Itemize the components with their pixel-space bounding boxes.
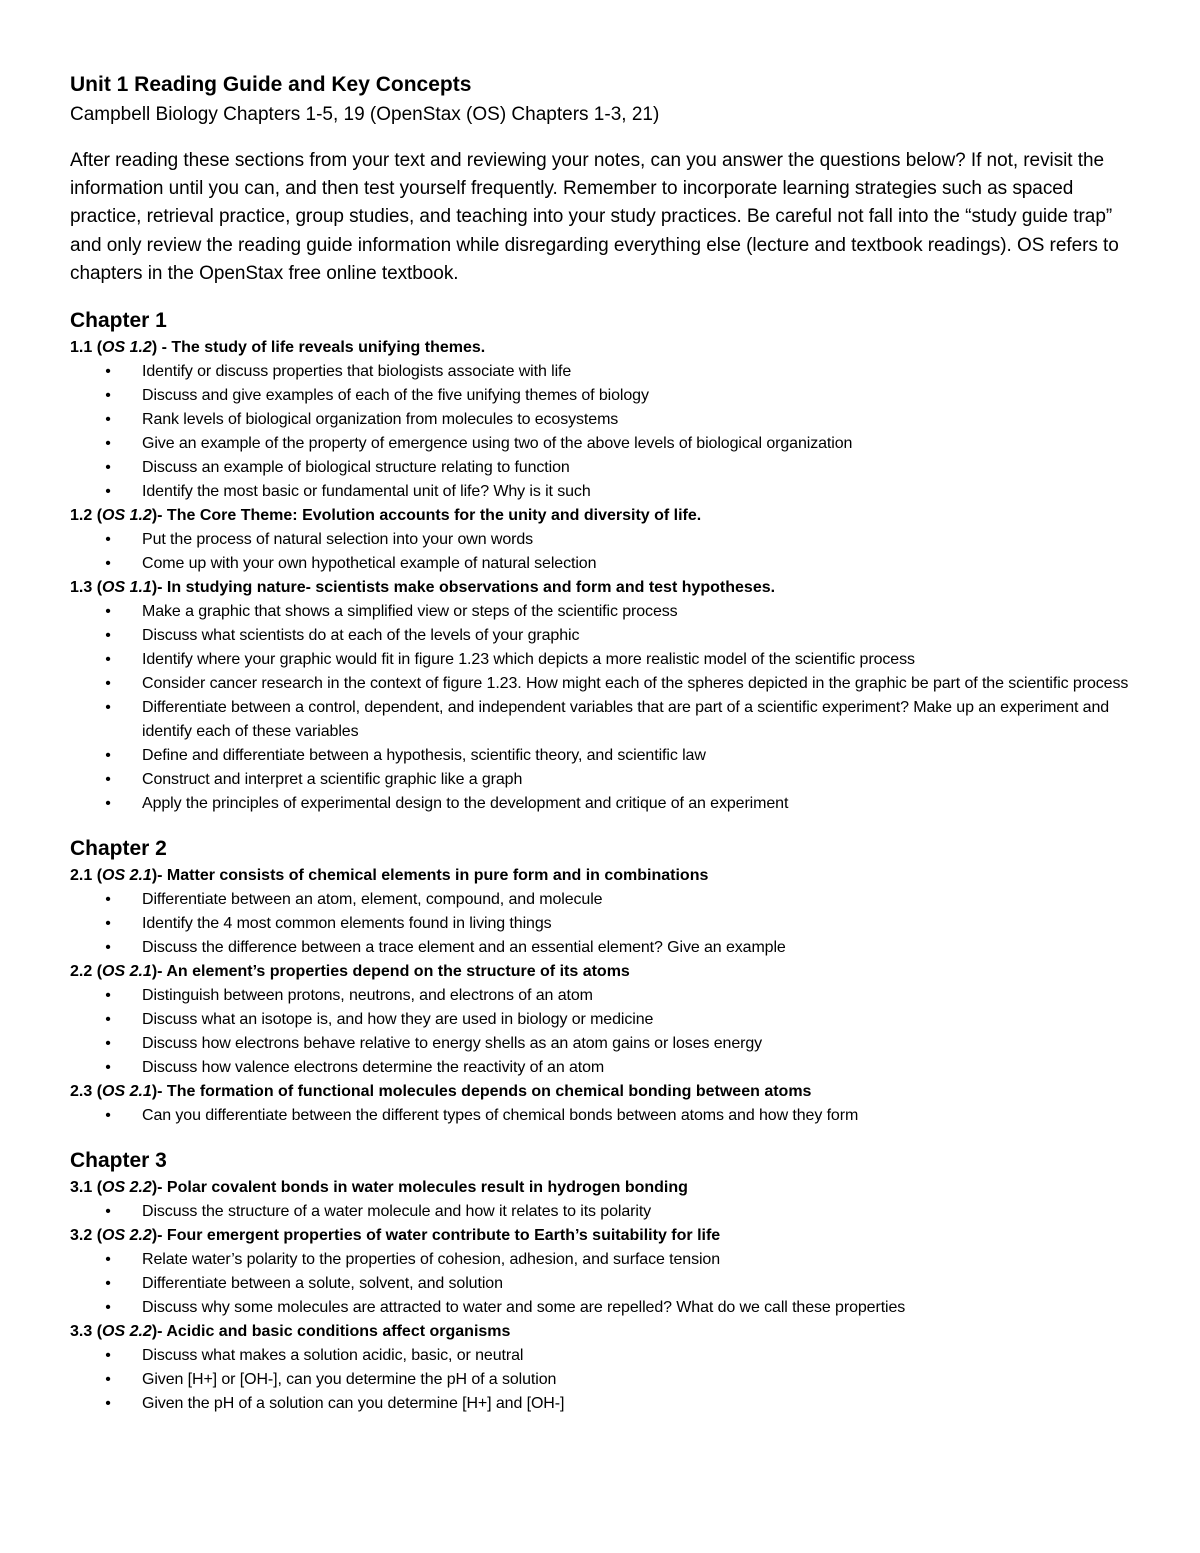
list-item [70,912,1140,936]
openstax-reference: OS 1.2 [102,339,152,357]
bullet-icon: • [105,1275,111,1293]
section-heading [70,1080,1140,1104]
bullet-icon: • [105,1347,111,1365]
section-heading-text: )- Matter consists of chemical elements in pure form and in combinations [151,867,709,885]
list-item-text: Relate water’s polarity to the properties of cohesion, adhesion, and surface tension [142,1251,721,1269]
list-item [70,1104,1140,1128]
list-item-text: Make a graphic that shows a simplified view or steps of the scientific process [142,603,678,621]
section-heading-text: )- Acidic and basic conditions affect organisms [151,1323,511,1341]
document-page [70,70,1140,1416]
objective-list [70,528,1140,576]
bullet-icon: • [105,603,111,621]
list-item-text: Can you differentiate between the different types of chemical bonds between atoms and how they form [142,1107,859,1125]
list-item-text: Discuss what an isotope is, and how they are used in biology or medicine [142,1011,654,1029]
list-item-text: Discuss and give examples of each of the five unifying themes of biology [142,387,649,405]
chapter-title: Chapter 3 [70,1149,167,1173]
bullet-icon: • [105,363,111,381]
chapters-container [70,306,1140,1416]
objective-list [70,984,1140,1080]
bullet-icon: • [105,1107,111,1125]
list-item-text: Apply the principles of experimental design to the development and critique of an experiment [142,795,789,813]
bullet-icon: • [105,1251,111,1269]
list-item [70,360,1140,384]
list-item-text: Come up with your own hypothetical example of natural selection [142,555,597,573]
list-item-text: Discuss what scientists do at each of the levels of your graphic [142,627,580,645]
section-heading-text: )- The Core Theme: Evolution accounts for the unity and diversity of life. [151,507,702,525]
list-item [70,552,1140,576]
objective-list [70,888,1140,960]
list-item [70,1272,1140,1296]
bullet-icon: • [105,747,111,765]
section-heading-text: )- Polar covalent bonds in water molecules result in hydrogen bonding [151,1179,688,1197]
openstax-reference: OS 2.2 [102,1179,152,1197]
intro-paragraph: After reading these sections from your text and reviewing your notes, can you answer the questions below? If not, revisit the information until you can, and then test yourself frequently. Remember to incorporate learning strategies such as spaced practice, retrieval practice, group studies, and teaching into your study practices. Be careful not fall into the “study guide trap” and only review the reading guide information while disregarding everything else (lecture and textbook readings). OS refers to chapters in the OpenStax free online textbook. [70,150,1119,284]
bullet-icon: • [105,771,111,789]
bullet-icon: • [105,939,111,957]
list-item-text: Identify the 4 most common elements found in living things [142,915,552,933]
bullet-icon: • [105,1371,111,1389]
section-number: 2.1 ( [70,867,103,885]
bullet-icon: • [105,675,111,693]
section-number: 3.2 ( [70,1227,103,1245]
section-heading [70,1224,1140,1248]
list-item-text: Discuss the difference between a trace element and an essential element? Give an example [142,939,786,957]
list-item-text: Discuss an example of biological structure relating to function [142,459,570,477]
list-item [70,480,1140,504]
section-heading [70,1320,1140,1344]
bullet-icon: • [105,1035,111,1053]
bullet-icon: • [105,651,111,669]
bullet-icon: • [105,1011,111,1029]
list-item-text: Given [H+] or [OH-], can you determine the pH of a solution [142,1371,557,1389]
section-heading [70,336,1140,360]
section-heading-text: )- An element’s properties depend on the structure of its atoms [151,963,630,981]
section-heading-text: ) - The study of life reveals unifying themes. [151,339,486,357]
list-item [70,408,1140,432]
list-item-text: Discuss why some molecules are attracted to water and some are repelled? What do we call these properties [142,1299,906,1317]
list-item [70,1344,1140,1368]
objective-list [70,1248,1140,1320]
bullet-icon: • [105,459,111,477]
list-item [70,624,1140,648]
list-item-text: Discuss what makes a solution acidic, basic, or neutral [142,1347,524,1365]
bullet-icon: • [105,531,111,549]
list-item [70,1200,1140,1224]
list-item-text: Discuss how electrons behave relative to energy shells as an atom gains or loses energy [142,1035,763,1053]
section-heading [70,864,1140,888]
bullet-icon: • [105,411,111,429]
list-item-text: Discuss how valence electrons determine the reactivity of an atom [142,1059,605,1077]
list-item [70,672,1140,696]
openstax-reference: OS 1.2 [102,507,152,525]
list-item-text: Differentiate between a control, dependent, and independent variables that are part of a scientific experiment? Make up an experiment and identify each of these variables [142,699,1110,741]
section-heading [70,576,1140,600]
section-heading [70,504,1140,528]
section-heading-text: )- The formation of functional molecules depends on chemical bonding between atoms [151,1083,812,1101]
list-item-text: Differentiate between an atom, element, compound, and molecule [142,891,603,909]
list-item [70,1032,1140,1056]
bullet-icon: • [105,699,111,717]
list-item [70,936,1140,960]
objective-list [70,360,1140,504]
openstax-reference: OS 2.2 [102,1323,152,1341]
list-item-text: Identify or discuss properties that biologists associate with life [142,363,572,381]
list-item-text: Distinguish between protons, neutrons, and electrons of an atom [142,987,593,1005]
bullet-icon: • [105,1059,111,1077]
list-item [70,984,1140,1008]
chapter-block [70,834,1140,1128]
list-item-text: Construct and interpret a scientific graphic like a graph [142,771,523,789]
list-item [70,600,1140,624]
list-item [70,384,1140,408]
openstax-reference: OS 2.1 [102,1083,152,1101]
list-item [70,696,1140,744]
openstax-reference: OS 2.1 [102,963,152,981]
bullet-icon: • [105,1203,111,1221]
section-heading [70,1176,1140,1200]
chapter-title: Chapter 1 [70,309,167,333]
section-number: 2.3 ( [70,1083,103,1101]
list-item [70,528,1140,552]
bullet-icon: • [105,483,111,501]
list-item-text: Give an example of the property of emergence using two of the above levels of biological organization [142,435,853,453]
section-number: 3.1 ( [70,1179,103,1197]
bullet-icon: • [105,915,111,933]
list-item [70,768,1140,792]
bullet-icon: • [105,555,111,573]
chapter-block [70,1146,1140,1416]
list-item-text: Given the pH of a solution can you determine [H+] and [OH-] [142,1395,565,1413]
section-number: 1.2 ( [70,507,103,525]
section-heading-text: )- In studying nature- scientists make observations and form and test hypotheses. [151,579,776,597]
objective-list [70,1200,1140,1224]
chapter-title: Chapter 2 [70,837,167,861]
list-item-text: Identify the most basic or fundamental unit of life? Why is it such [142,483,591,501]
bullet-icon: • [105,891,111,909]
list-item-text: Discuss the structure of a water molecule and how it relates to its polarity [142,1203,652,1221]
list-item [70,1392,1140,1416]
bullet-icon: • [105,795,111,813]
openstax-reference: OS 1.1 [102,579,152,597]
list-item [70,648,1140,672]
list-item-text: Rank levels of biological organization from molecules to ecosystems [142,411,619,429]
list-item [70,1368,1140,1392]
section-number: 3.3 ( [70,1323,103,1341]
bullet-icon: • [105,435,111,453]
list-item [70,432,1140,456]
list-item [70,744,1140,768]
section-number: 2.2 ( [70,963,103,981]
list-item-text: Define and differentiate between a hypothesis, scientific theory, and scientific law [142,747,706,765]
openstax-reference: OS 2.1 [102,867,152,885]
bullet-icon: • [105,987,111,1005]
bullet-icon: • [105,1395,111,1413]
list-item [70,456,1140,480]
list-item [70,792,1140,816]
objective-list [70,1104,1140,1128]
list-item [70,1056,1140,1080]
document-subtitle: Campbell Biology Chapters 1-5, 19 (OpenStax (OS) Chapters 1-3, 21) [70,104,660,125]
chapter-block [70,306,1140,816]
section-number: 1.1 ( [70,339,103,357]
list-item [70,1008,1140,1032]
bullet-icon: • [105,1299,111,1317]
list-item-text: Identify where your graphic would fit in figure 1.23 which depicts a more realistic model of the scientific process [142,651,915,669]
objective-list [70,600,1140,816]
section-number: 1.3 ( [70,579,103,597]
openstax-reference: OS 2.2 [102,1227,152,1245]
list-item-text: Consider cancer research in the context of figure 1.23. How might each of the spheres depicted in the graphic be part of the scientific process [142,675,1129,693]
list-item-text: Differentiate between a solute, solvent, and solution [142,1275,503,1293]
objective-list [70,1344,1140,1416]
bullet-icon: • [105,387,111,405]
section-heading [70,960,1140,984]
list-item-text: Put the process of natural selection into your own words [142,531,534,549]
document-title: Unit 1 Reading Guide and Key Concepts [70,73,472,96]
list-item [70,1248,1140,1272]
list-item [70,1296,1140,1320]
bullet-icon: • [105,627,111,645]
section-heading-text: )- Four emergent properties of water contribute to Earth’s suitability for life [151,1227,721,1245]
list-item [70,888,1140,912]
